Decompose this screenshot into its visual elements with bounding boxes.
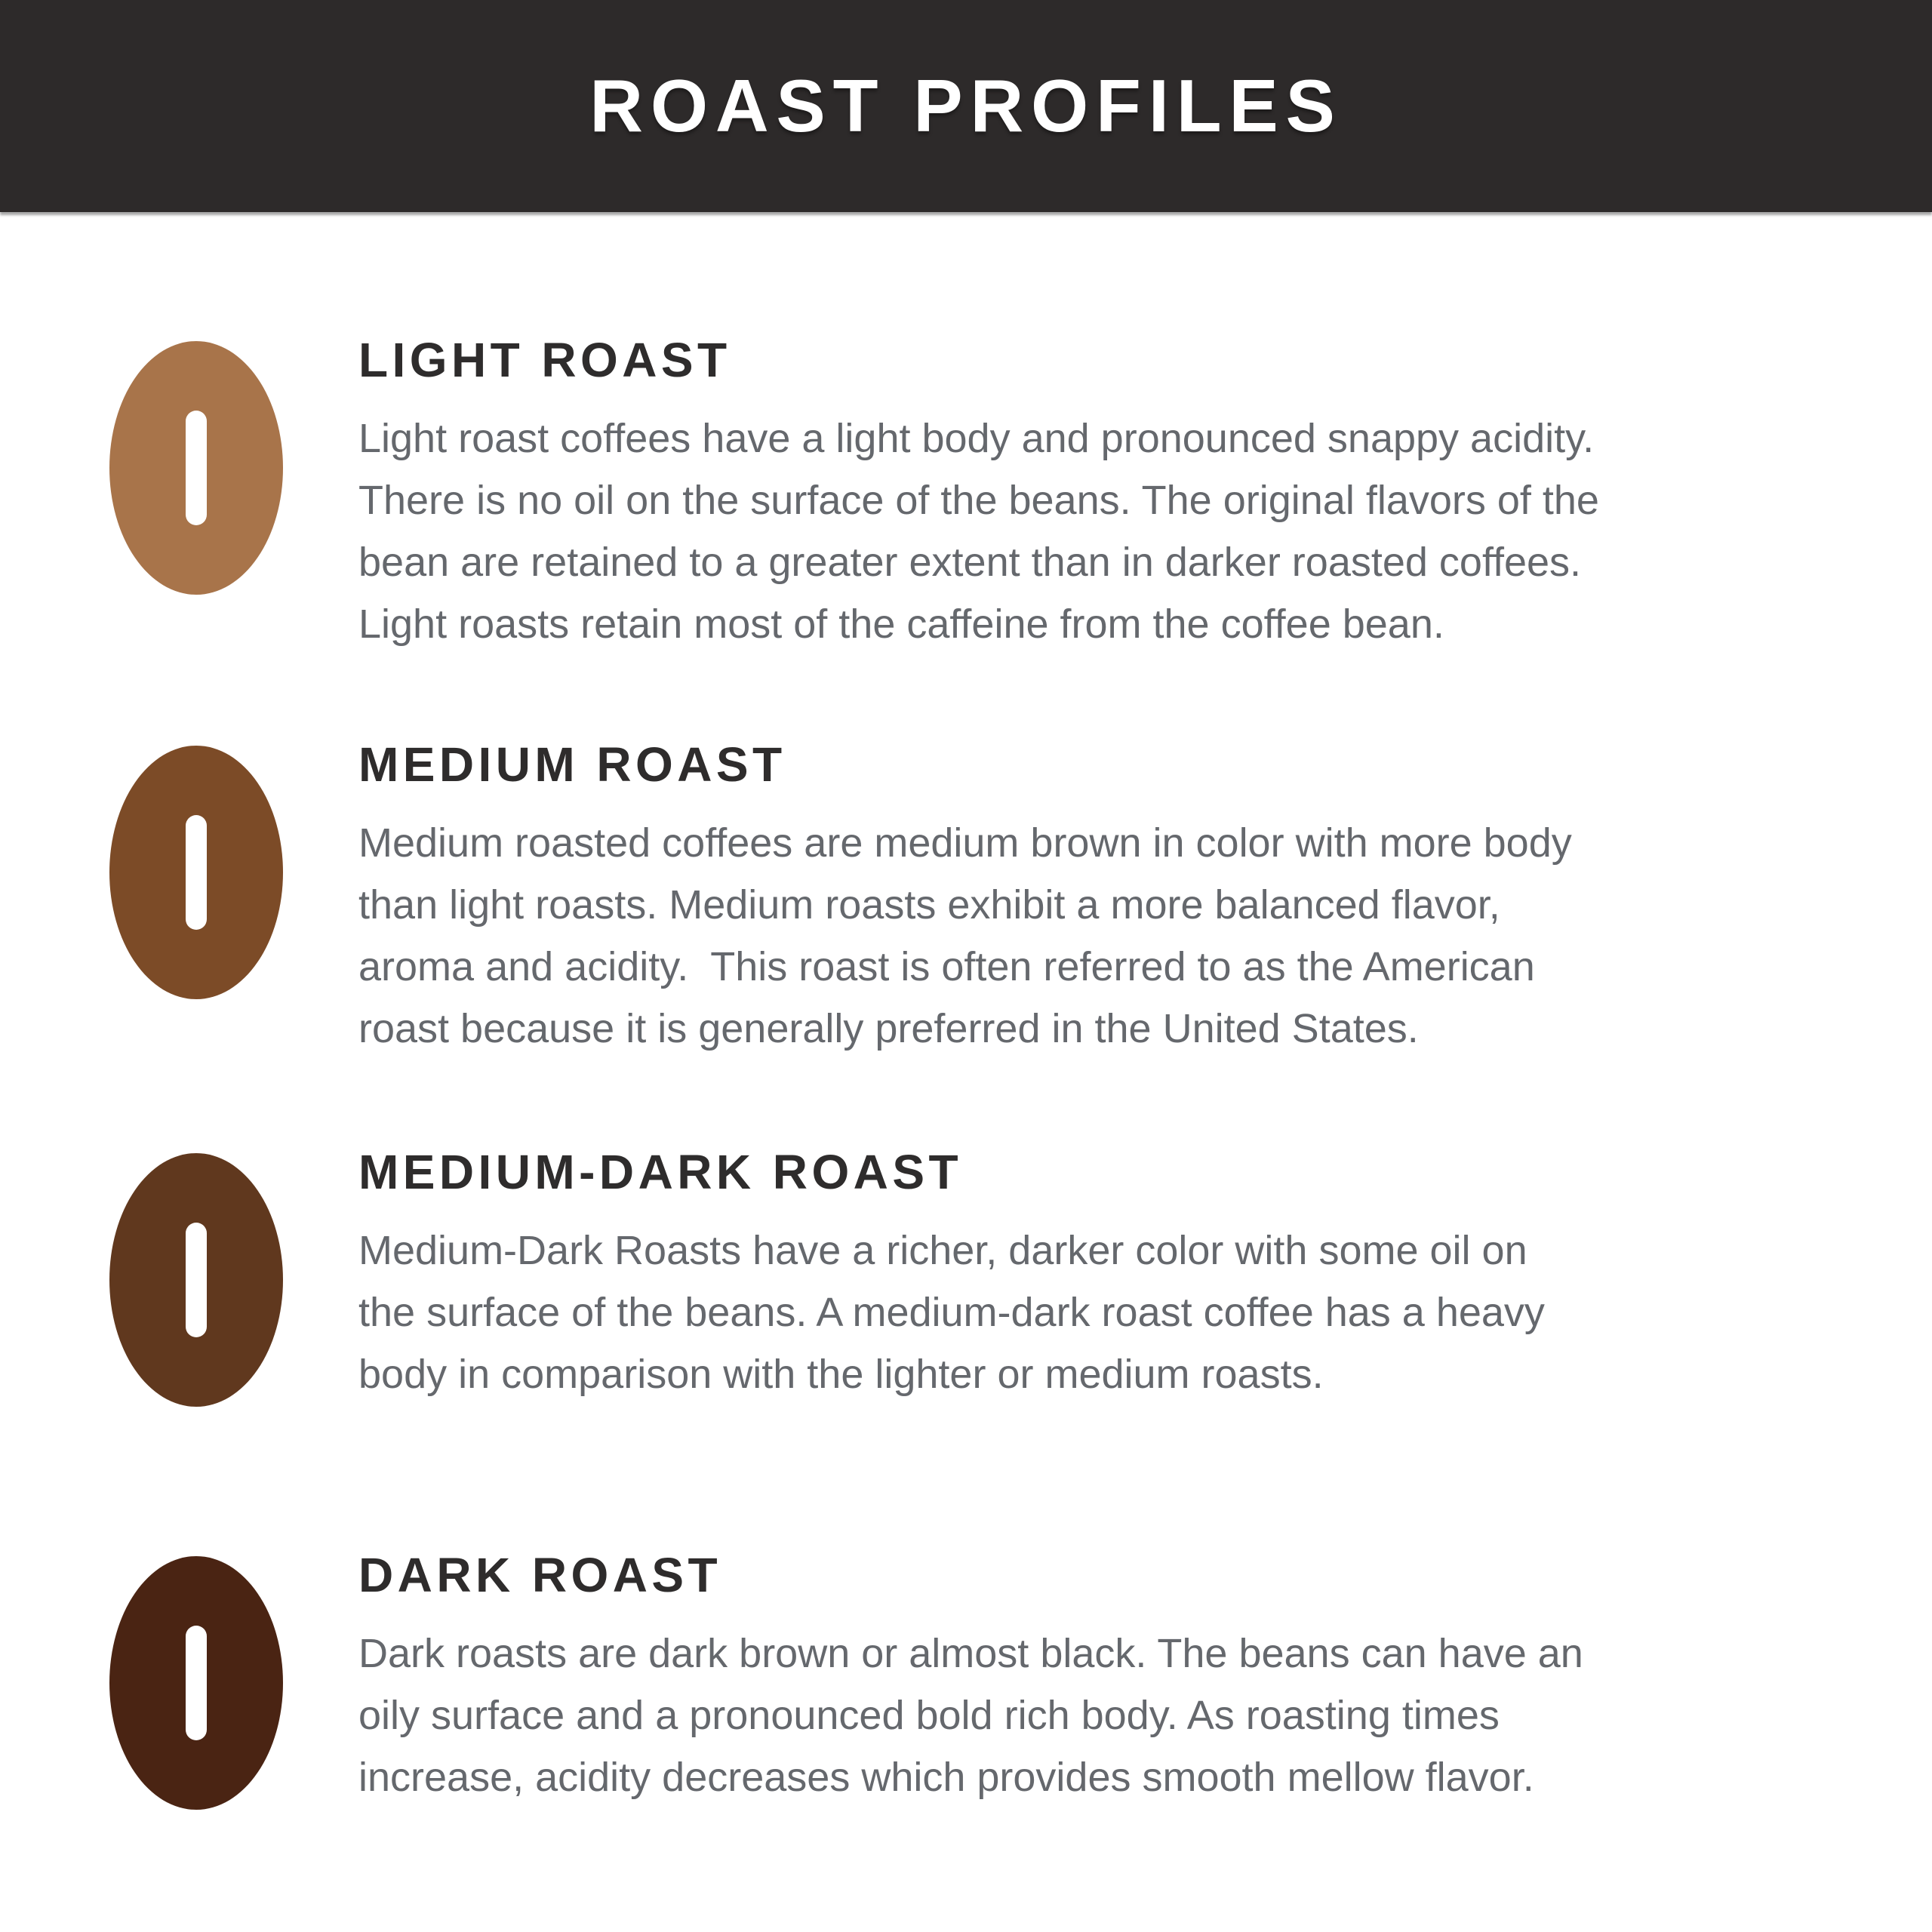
coffee-bean-icon <box>109 341 283 595</box>
bean-crease <box>186 411 207 525</box>
page-title: ROAST PROFILES <box>589 64 1343 147</box>
body-line: Light roasts retain most of the caffeine from the coffee bean. <box>358 601 1444 647</box>
section-text-block <box>358 1549 1838 1808</box>
body-line: than light roasts. Medium roasts exhibit a more balanced flavor, <box>358 881 1500 928</box>
body-line: increase, acidity decreases which provides smooth mellow flavor. <box>358 1754 1534 1800</box>
section-heading: MEDIUM-DARK ROAST <box>358 1145 962 1199</box>
coffee-bean-icon <box>109 1556 283 1810</box>
section-text-block <box>358 1146 1838 1405</box>
section-text-block <box>358 334 1838 655</box>
body-line: aroma and acidity. This roast is often referred to as the American <box>358 943 1535 989</box>
section-light-roast <box>0 334 1932 688</box>
body-line: oily surface and a pronounced bold rich body. As roasting times <box>358 1692 1500 1738</box>
section-heading: MEDIUM ROAST <box>358 737 786 792</box>
section-dark-roast <box>0 1549 1932 1903</box>
section-text-block <box>358 738 1838 1060</box>
section-heading: LIGHT ROAST <box>358 333 731 387</box>
body-line: Dark roasts are dark brown or almost black. The beans can have an <box>358 1630 1583 1676</box>
bean-crease <box>186 1223 207 1337</box>
body-line: roast because it is generally preferred in the United States. <box>358 1005 1419 1051</box>
body-line: body in comparison with the lighter or medium roasts. <box>358 1351 1324 1397</box>
bean-crease <box>186 1626 207 1740</box>
header-bar <box>0 0 1932 212</box>
body-line: Medium roasted coffees are medium brown in color with more body <box>358 820 1572 866</box>
body-line: the surface of the beans. A medium-dark roast coffee has a heavy <box>358 1289 1545 1335</box>
body-line: There is no oil on the surface of the beans. The original flavors of the <box>358 477 1599 523</box>
section-heading: DARK ROAST <box>358 1548 722 1602</box>
section-medium-roast <box>0 738 1932 1093</box>
body-line: Light roast coffees have a light body and pronounced snappy acidity. <box>358 415 1595 461</box>
coffee-bean-icon <box>109 1153 283 1407</box>
section-medium-dark-roast <box>0 1146 1932 1500</box>
body-line: Medium-Dark Roasts have a richer, darker color with some oil on <box>358 1227 1527 1273</box>
bean-crease <box>186 815 207 930</box>
coffee-bean-icon <box>109 746 283 999</box>
body-line: bean are retained to a greater extent than in darker roasted coffees. <box>358 539 1582 585</box>
